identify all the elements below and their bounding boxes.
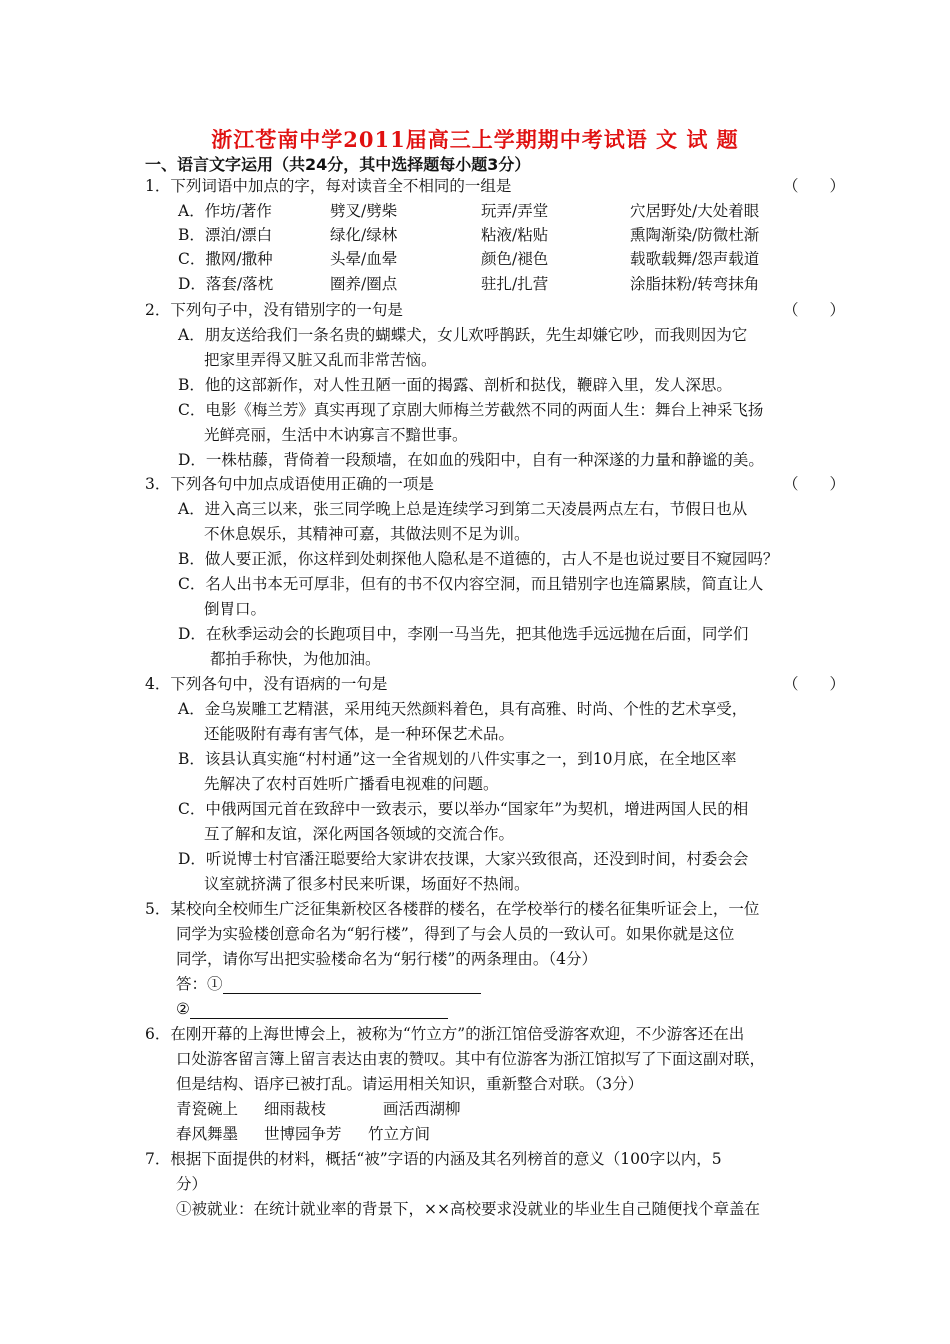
option-b: B．他的这部新作，对人性丑陋一面的揭露、剖析和挞伐，鞭辟入里，发人深思。 (178, 376, 732, 394)
question-4-stem: 4．下列各句中，没有语病的一句是 (145, 675, 388, 693)
option-a-cont: 还能吸附有毒有害气体，是一种环保艺术品。 (204, 725, 515, 743)
question-7-line: 7．根据下面提供的材料，概括“被”字语的内涵及其名列榜首的意义（100字以内，5 (145, 1150, 722, 1168)
option-d-cont: 议室就挤满了很多村民来听课，场面好不热闹。 (204, 875, 530, 893)
question-1-stem: 1．下列词语中加点的字，每对读音全不相同的一组是 (145, 177, 512, 195)
question-7-line: ①被就业：在统计就业率的背景下，××高校要求没就业的毕业生自己随便找个章盖在 (176, 1200, 760, 1218)
option-c: C．电影《梅兰芳》真实再现了京剧大师梅兰芳截然不同的两面人生：舞台上神采飞扬 (178, 401, 764, 419)
answer-paren: （ ） (783, 301, 846, 319)
couplet-phrase: 细雨裁枝 (264, 1100, 327, 1118)
question-6-line: 6．在刚开幕的上海世博会上，被称为“竹立方”的浙江馆倍受游客欢迎，不少游客还在出 (145, 1025, 745, 1043)
option-cell: 玩弄/弄堂 (481, 202, 549, 220)
option-a-cont: 把家里弄得又脏又乱而非常苦恼。 (204, 351, 437, 369)
page-title: 浙江苍南中学2011届高三上学期期中考试语 文 试 题 (211, 127, 739, 152)
option-b-cont: 先解决了农村百姓听广播看电视难的问题。 (204, 775, 499, 793)
question-5-line: 同学，请你写出把实验楼命名为“躬行楼”的两条理由。（4分） (176, 950, 597, 968)
option-a: A．朋友送给我们一条名贵的蝴蝶犬，女儿欢呼鹊跃，先生却嫌它吵，而我则因为它 (178, 326, 748, 344)
option-d: D．听说博士村官潘汪聪要给大家讲农技课，大家兴致很高，还没到时间，村委会会 (178, 850, 749, 868)
question-6-line: 但是结构、语序已被打乱。请运用相关知识，重新整合对联。（3分） (176, 1075, 644, 1093)
question-7-line: 分） (176, 1175, 208, 1193)
option-row (178, 225, 798, 245)
couplet-row (176, 1124, 796, 1144)
option-c: C．中俄两国元首在致辞中一致表示，要以举办“国家年”为契机，增进两国人民的相 (178, 800, 749, 818)
option-cell: 头晕/血晕 (330, 250, 398, 268)
option-cell: 颜色/褪色 (481, 250, 549, 268)
option-a: A．进入高三以来，张三同学晚上总是连续学习到第二天凌晨两点左右，节假日也从 (178, 500, 748, 518)
answer-paren: （ ） (783, 177, 846, 195)
question-5-line: 同学为实验楼创意命名为“躬行楼”，得到了与会人员的一致认可。如果你就是这位 (176, 925, 735, 943)
section-heading: 一、语言文字运用（共24分，其中选择题每小题3分） (145, 155, 531, 174)
option-b: B．做人要正派，你这样到处刺探他人隐私是不道德的，古人不是也说过要目不窥园吗？ (178, 550, 779, 568)
option-cell: B．漂泊/漂白 (178, 226, 273, 244)
option-cell: 绿化/绿林 (330, 226, 398, 244)
couplet-phrase: 青瓷碗上 (176, 1100, 239, 1118)
option-row (178, 249, 798, 269)
answer-paren: （ ） (783, 675, 846, 693)
option-d: D．在秋季运动会的长跑项目中，李刚一马当先，把其他选手远远抛在后面，同学们 (178, 625, 749, 643)
option-c-cont: 互了解和友谊，深化两国各领域的交流合作。 (204, 825, 515, 843)
option-a-cont: 不休息娱乐，其精神可嘉，其做法则不足为训。 (204, 525, 530, 543)
question-2-stem: 2．下列句子中，没有错别字的一句是 (145, 301, 403, 319)
option-cell: 粘液/粘贴 (481, 226, 549, 244)
answer-line-1 (176, 974, 481, 994)
answer-blank-2[interactable] (190, 1002, 448, 1019)
question-3-stem: 3．下列各句中加点成语使用正确的一项是 (145, 475, 434, 493)
couplet-phrase: 画活西湖柳 (383, 1100, 461, 1118)
option-cell: 穴居野处/大处着眼 (630, 202, 760, 220)
option-c-cont: 光鲜亮丽，生活中木讷寡言不黯世事。 (204, 426, 468, 444)
couplet-phrase: 世博园争芳 (264, 1125, 342, 1143)
option-row (178, 201, 798, 221)
option-cell: A．作坊/著作 (178, 202, 272, 220)
option-cell: 熏陶渐染/防微杜渐 (630, 226, 760, 244)
option-cell: 劈叉/劈柴 (330, 202, 398, 220)
answer-label-2: ② (176, 1000, 190, 1018)
option-row (178, 274, 798, 294)
question-6-line: 口处游客留言簿上留言表达由衷的赞叹。其中有位游客为浙江馆拟写了下面这副对联， (176, 1050, 766, 1068)
couplet-row (176, 1099, 796, 1119)
option-cell: 驻扎/扎营 (481, 275, 549, 293)
couplet-phrase: 竹立方间 (368, 1125, 431, 1143)
option-c-cont: 倒胃口。 (204, 600, 267, 618)
question-5-line: 5．某校向全校师生广泛征集新校区各楼群的楼名，在学校举行的楼名征集听证会上，一位 (145, 900, 760, 918)
option-d: D．一株枯藤，背倚着一段颓墙，在如血的残阳中，自有一种深遂的力量和静谧的美。 (178, 451, 764, 469)
option-cell: 圈养/圈点 (330, 275, 398, 293)
option-d-cont: 都拍手称快，为他加油。 (210, 650, 381, 668)
answer-label-1: 答：① (176, 975, 223, 993)
answer-paren: （ ） (783, 475, 846, 493)
option-cell: 涂脂抹粉/转弯抹角 (630, 275, 760, 293)
option-b: B．该县认真实施“村村通”这一全省规划的八件实事之一，到10月底，在全地区率 (178, 750, 737, 768)
answer-line-2 (176, 999, 448, 1019)
option-cell: C．撒网/撒种 (178, 250, 273, 268)
answer-blank-1[interactable] (223, 977, 481, 994)
option-cell: D．落套/落枕 (178, 275, 274, 293)
option-c: C．名人出书本无可厚非，但有的书不仅内容空洞，而且错别字也连篇累牍，简直让人 (178, 575, 764, 593)
couplet-phrase: 春风舞墨 (176, 1125, 239, 1143)
option-cell: 载歌载舞/怨声载道 (630, 250, 760, 268)
option-a: A．金乌炭雕工艺精湛，采用纯天然颜料着色，具有高雅、时尚、个性的艺术享受， (178, 700, 748, 718)
